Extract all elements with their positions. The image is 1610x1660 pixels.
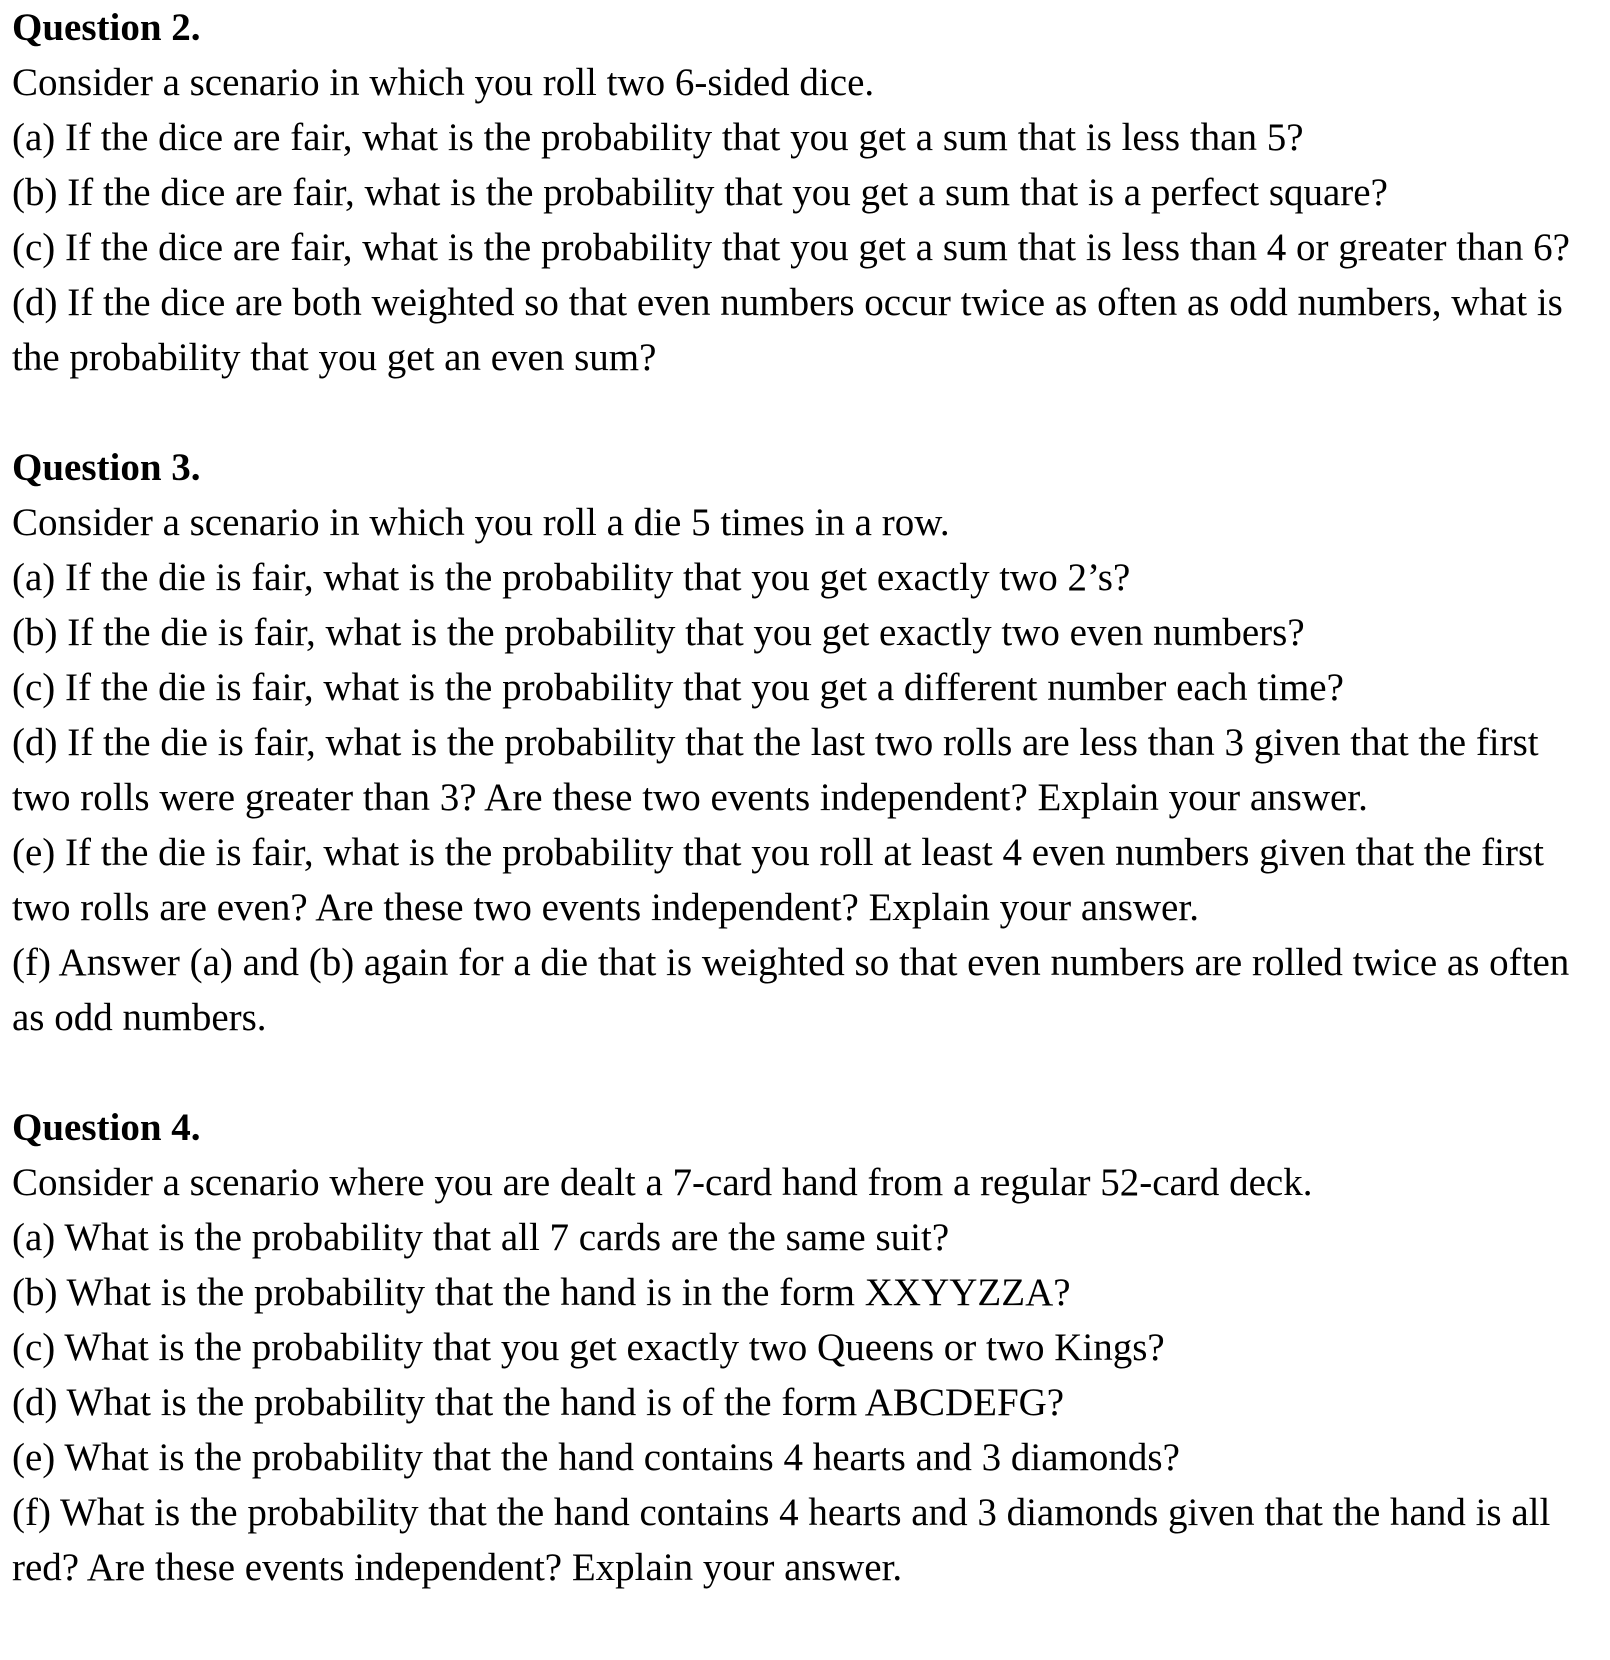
question-part-d: (d) If the dice are both weighted so that even numbers occur twice as often as odd numbers, what is the probability that you get an even sum? bbox=[12, 281, 1563, 379]
question-part-a: (a) If the dice are fair, what is the probability that you get a sum that is less than 5? bbox=[12, 116, 1304, 159]
question-part-d: (d) If the die is fair, what is the probability that the last two rolls are less than 3 given that the first two rolls were greater than 3? Are these two events independent? Explain your answer. bbox=[12, 721, 1539, 819]
question-part-c: (c) If the dice are fair, what is the probability that you get a sum that is less than 4 or greater than 6? bbox=[12, 226, 1570, 269]
question-part-c: (c) What is the probability that you get exactly two Queens or two Kings? bbox=[12, 1326, 1165, 1369]
question-intro: Consider a scenario where you are dealt a 7-card hand from a regular 52-card deck. bbox=[12, 1161, 1313, 1204]
question-part-a: (a) If the die is fair, what is the probability that you get exactly two 2’s? bbox=[12, 556, 1131, 599]
question-part-a: (a) What is the probability that all 7 cards are the same suit? bbox=[12, 1216, 950, 1259]
question-title: Question 3. bbox=[12, 446, 201, 489]
question-part-b: (b) If the dice are fair, what is the probability that you get a sum that is a perfect square? bbox=[12, 171, 1388, 214]
question-part-d: (d) What is the probability that the hand is of the form ABCDEFG? bbox=[12, 1381, 1065, 1424]
question-part-c: (c) If the die is fair, what is the probability that you get a different number each time? bbox=[12, 666, 1344, 709]
question-part-f: (f) Answer (a) and (b) again for a die that is weighted so that even numbers are rolled twice as often as odd numbers. bbox=[12, 941, 1570, 1039]
question-3 bbox=[12, 440, 1602, 1045]
question-part-e: (e) If the die is fair, what is the probability that you roll at least 4 even numbers given that the first two rolls are even? Are these two events independent? Explain your answer. bbox=[12, 831, 1545, 929]
document-page bbox=[12, 0, 1602, 1595]
question-intro: Consider a scenario in which you roll a die 5 times in a row. bbox=[12, 501, 950, 544]
question-part-e: (e) What is the probability that the hand contains 4 hearts and 3 diamonds? bbox=[12, 1436, 1180, 1479]
question-part-b: (b) What is the probability that the hand is in the form XXYYZZA? bbox=[12, 1271, 1071, 1314]
question-part-f: (f) What is the probability that the hand contains 4 hearts and 3 diamonds given that the hand is all red? Are these events independent? Explain your answer. bbox=[12, 1491, 1551, 1589]
question-part-b: (b) If the die is fair, what is the probability that you get exactly two even numbers? bbox=[12, 611, 1305, 654]
question-4 bbox=[12, 1100, 1602, 1595]
question-title: Question 4. bbox=[12, 1106, 201, 1149]
question-title: Question 2. bbox=[12, 6, 201, 49]
question-intro: Consider a scenario in which you roll two 6-sided dice. bbox=[12, 61, 875, 104]
question-2 bbox=[12, 0, 1602, 385]
